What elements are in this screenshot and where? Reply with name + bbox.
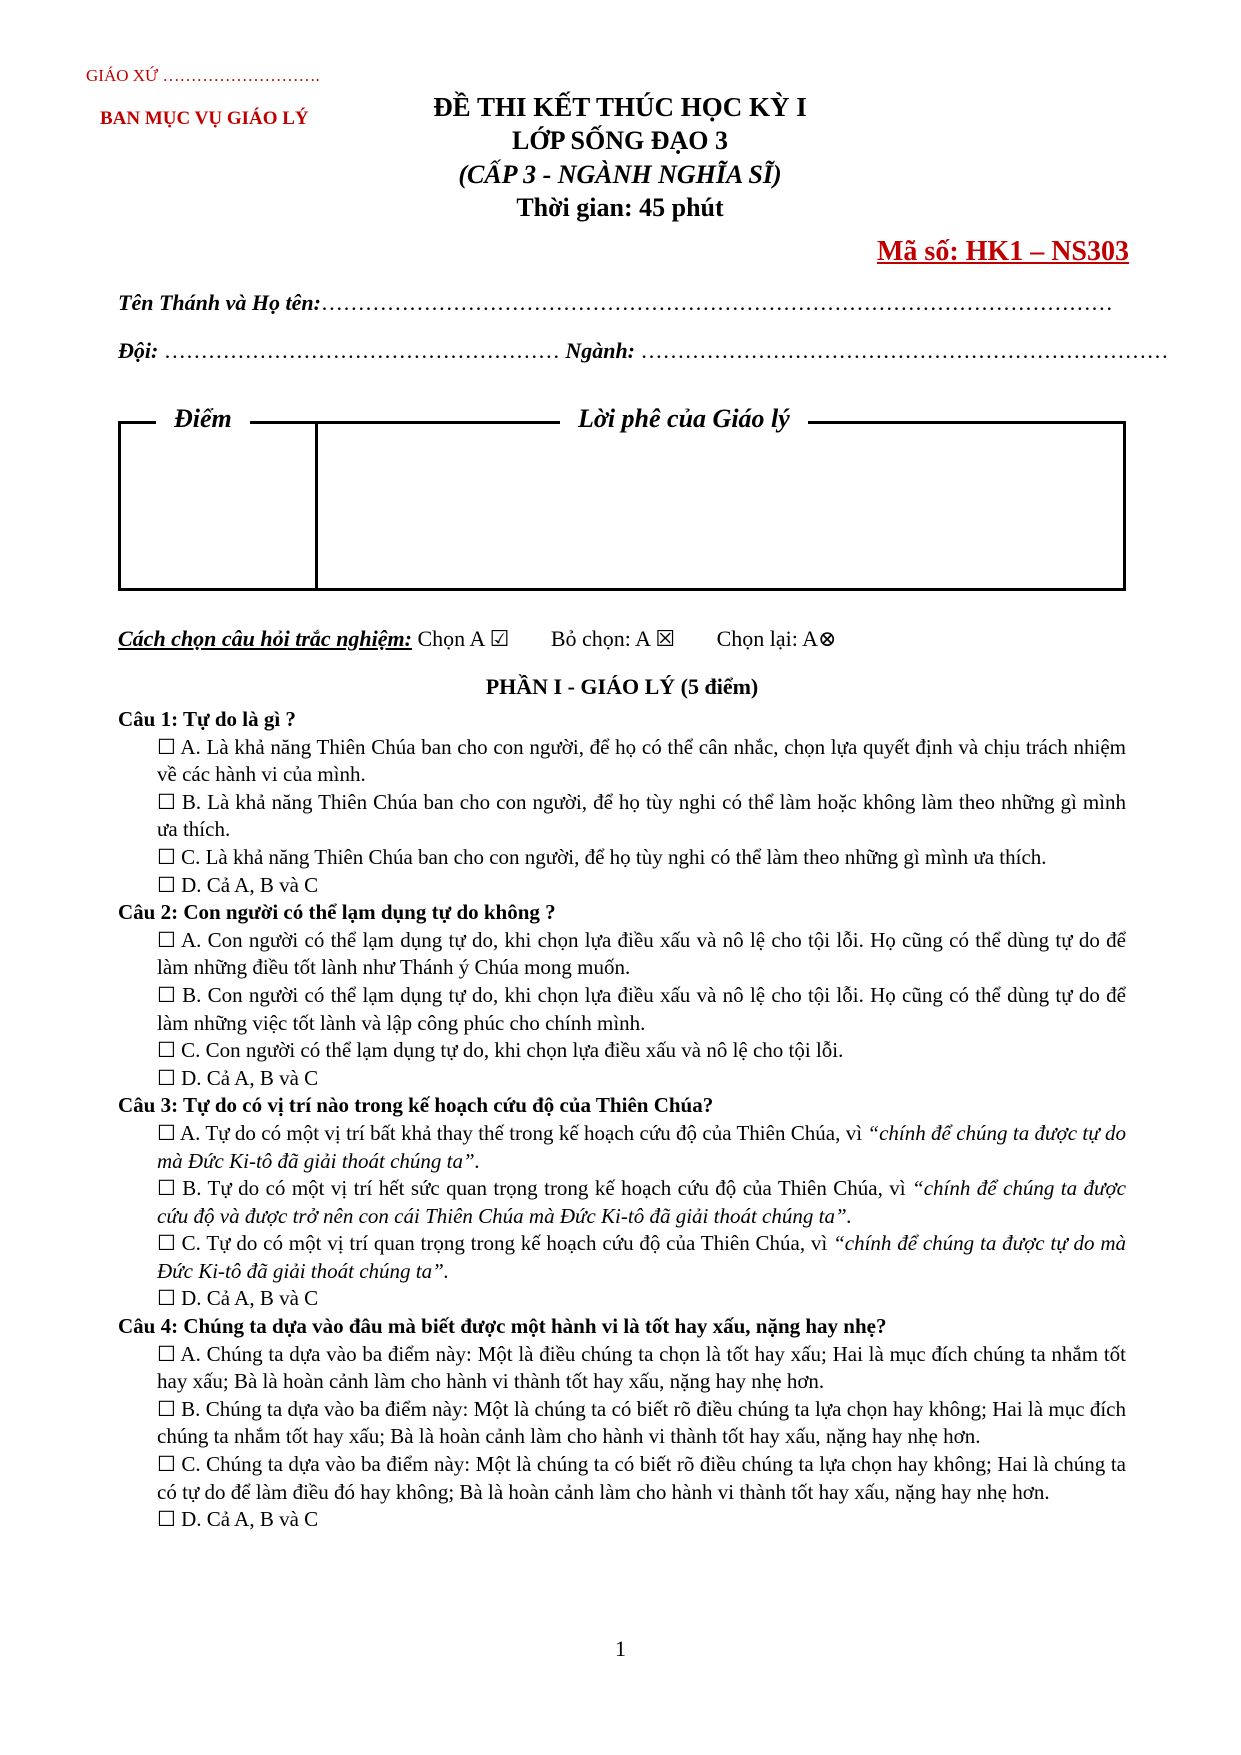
duration: Thời gian: 45 phút [516,193,724,222]
instructions-lead: Cách chọn câu hỏi trắc nghiệm: [118,626,412,651]
answer-option[interactable]: ☐ A. Là khả năng Thiên Chúa ban cho con người, để họ có thể cân nhắc, chọn lựa quyết định và chịu trách nhiệm về các hành vi của mình. [157,734,1126,787]
option-text: ☐ A. Tự do có một vị trí bất khả thay thế trong kế hoạch cứu độ của Thiên Chúa, vì [157,1120,868,1145]
question-title: Câu 1: Tự do là gì ? [118,707,296,731]
option-quote: “chính để chúng ta được cứu độ và được trở nên con cái Thiên Chúa mà Đức Ki-tô đã giải thoát chúng ta”. [157,1176,1126,1228]
parish-label: GIÁO XỨ [86,66,159,85]
answer-option[interactable]: ☐ B. Là khả năng Thiên Chúa ban cho con người, để họ tùy nghi có thể làm hoặc không làm theo những gì mình ưa thích. [157,789,1126,842]
answer-option[interactable]: ☐ D. Cả A, B và C [157,872,319,897]
option-text: ☐ B. Tự do có một vị trí hết sức quan trọng trong kế hoạch cứu độ của Thiên Chúa, vì [157,1176,913,1201]
question-title: Câu 3: Tự do có vị trí nào trong kế hoạch cứu độ của Thiên Chúa? [118,1093,714,1118]
answer-option[interactable]: ☐ D. Cả A, B và C [157,1507,319,1532]
answer-instructions [118,626,836,652]
exam-title: ĐỀ THI KẾT THÚC HỌC KỲ I [433,92,807,122]
answer-option[interactable] [157,1230,1126,1285]
answer-option[interactable] [157,1120,1126,1175]
team-branch-field[interactable] [118,338,1169,364]
question-title: Câu 4: Chúng ta dựa vào đâu mà biết được một hành vi là tốt hay xấu, nặng hay nhẹ? [118,1314,887,1339]
answer-option[interactable]: ☐ A. Chúng ta dựa vào ba điểm này: Một là điều chúng ta chọn là tốt hay xấu; Hai là mục đích chúng ta nhắm tốt hay xấu; Bà là hoàn cảnh làm cho hành vi thành tốt hay xấu, nặng hay nhẹ hơn. [157,1341,1126,1394]
answer-option[interactable]: ☐ C. Con người có thể lạm dụng tự do, khi chọn lựa điều xấu và nô lệ cho tội lỗi. [157,1038,844,1063]
answer-option[interactable]: ☐ C. Chúng ta dựa vào ba điểm này: Một là chúng ta có biết rõ điều chúng ta lựa chọn hay không; Hai là chúng ta có tự do để làm điều đó hay không; Bà là hoàn cảnh làm cho hành vi thành tốt hay xấu, nặng hay nhẹ hơn. [157,1452,1126,1504]
answer-option[interactable]: ☐ A. Con người có thể lạm dụng tự do, khi chọn lựa điều xấu và nô lệ cho tội lỗi. Họ cũng có thể dùng tự do để làm những điều tốt lành như Thánh ý Chúa mong muốn. [157,927,1126,980]
name-dots: ……………………………………………………………………………………………… [320,290,1113,315]
score-label: Điểm [156,404,250,434]
score-comment-box [118,421,1126,591]
comment-label: Lời phê của Giáo lý [560,404,808,434]
answer-option[interactable]: ☐ B. Chúng ta dựa vào ba điểm này: Một là chúng ta có biết rõ điều chúng ta lựa chọn hay không; Hai là mục đích chúng ta nhắm tốt hay xấu; Bà là hoàn cảnh làm cho hành vi thành tốt hay xấu, nặng hay nhẹ hơn. [157,1396,1126,1449]
team-dots: ……………………………………………… [163,338,560,363]
class-title: LỚP SỐNG ĐẠO 3 [512,126,728,155]
parish-line [86,66,320,86]
option-quote: “chính để chúng ta được tự do mà Đức Ki-tô đã giải thoát chúng ta”. [157,1231,1126,1283]
board-name: BAN MỤC VỤ GIÁO LÝ [100,108,309,129]
level-title: (CẤP 3 - NGÀNH NGHĨA SĨ) [458,160,782,189]
exam-code: Mã số: HK1 – NS303 [877,236,1129,267]
answer-option[interactable]: ☐ D. Cả A, B và C [157,1065,319,1090]
page-number: 1 [615,1636,626,1661]
parish-dots: ………………………. [162,66,320,85]
branch-dots: ……………………………………………………………… [640,338,1169,363]
name-label: Tên Thánh và Họ tên: [118,290,321,315]
box-divider [315,424,318,588]
answer-option[interactable]: ☐ C. Là khả năng Thiên Chúa ban cho con người, để họ tùy nghi có thể làm theo những gì mình ưa thích. [157,844,1047,869]
question-list [118,706,1126,1534]
name-field[interactable] [118,290,1113,316]
question-title: Câu 2: Con người có thể lạm dụng tự do không ? [118,900,556,925]
option-quote: “chính để chúng ta được tự do mà Đức Ki-tô đã giải thoát chúng ta”. [157,1120,1126,1173]
answer-option[interactable] [157,1175,1126,1230]
option-text: ☐ C. Tự do có một vị trí quan trọng trong kế hoạch cứu độ của Thiên Chúa, vì [157,1231,834,1256]
answer-option[interactable]: ☐ D. Cả A, B và C [157,1286,319,1311]
section-title: PHẦN I - GIÁO LÝ (5 điểm) [485,674,759,699]
branch-label: Ngành: [565,338,636,363]
instruction-choose: Chọn A ☑ [417,626,510,651]
answer-option[interactable]: ☐ B. Con người có thể lạm dụng tự do, khi chọn lựa điều xấu và nô lệ cho tội lỗi. Họ cũng có thể dùng tự do để làm những việc tốt lành và lập công phúc cho chính mình. [157,982,1126,1035]
instruction-unchoose: Bỏ chọn: A ☒ [550,626,676,651]
instruction-rechoose: Chọn lại: A⊗ [716,626,837,651]
team-label: Đội: [118,338,159,363]
